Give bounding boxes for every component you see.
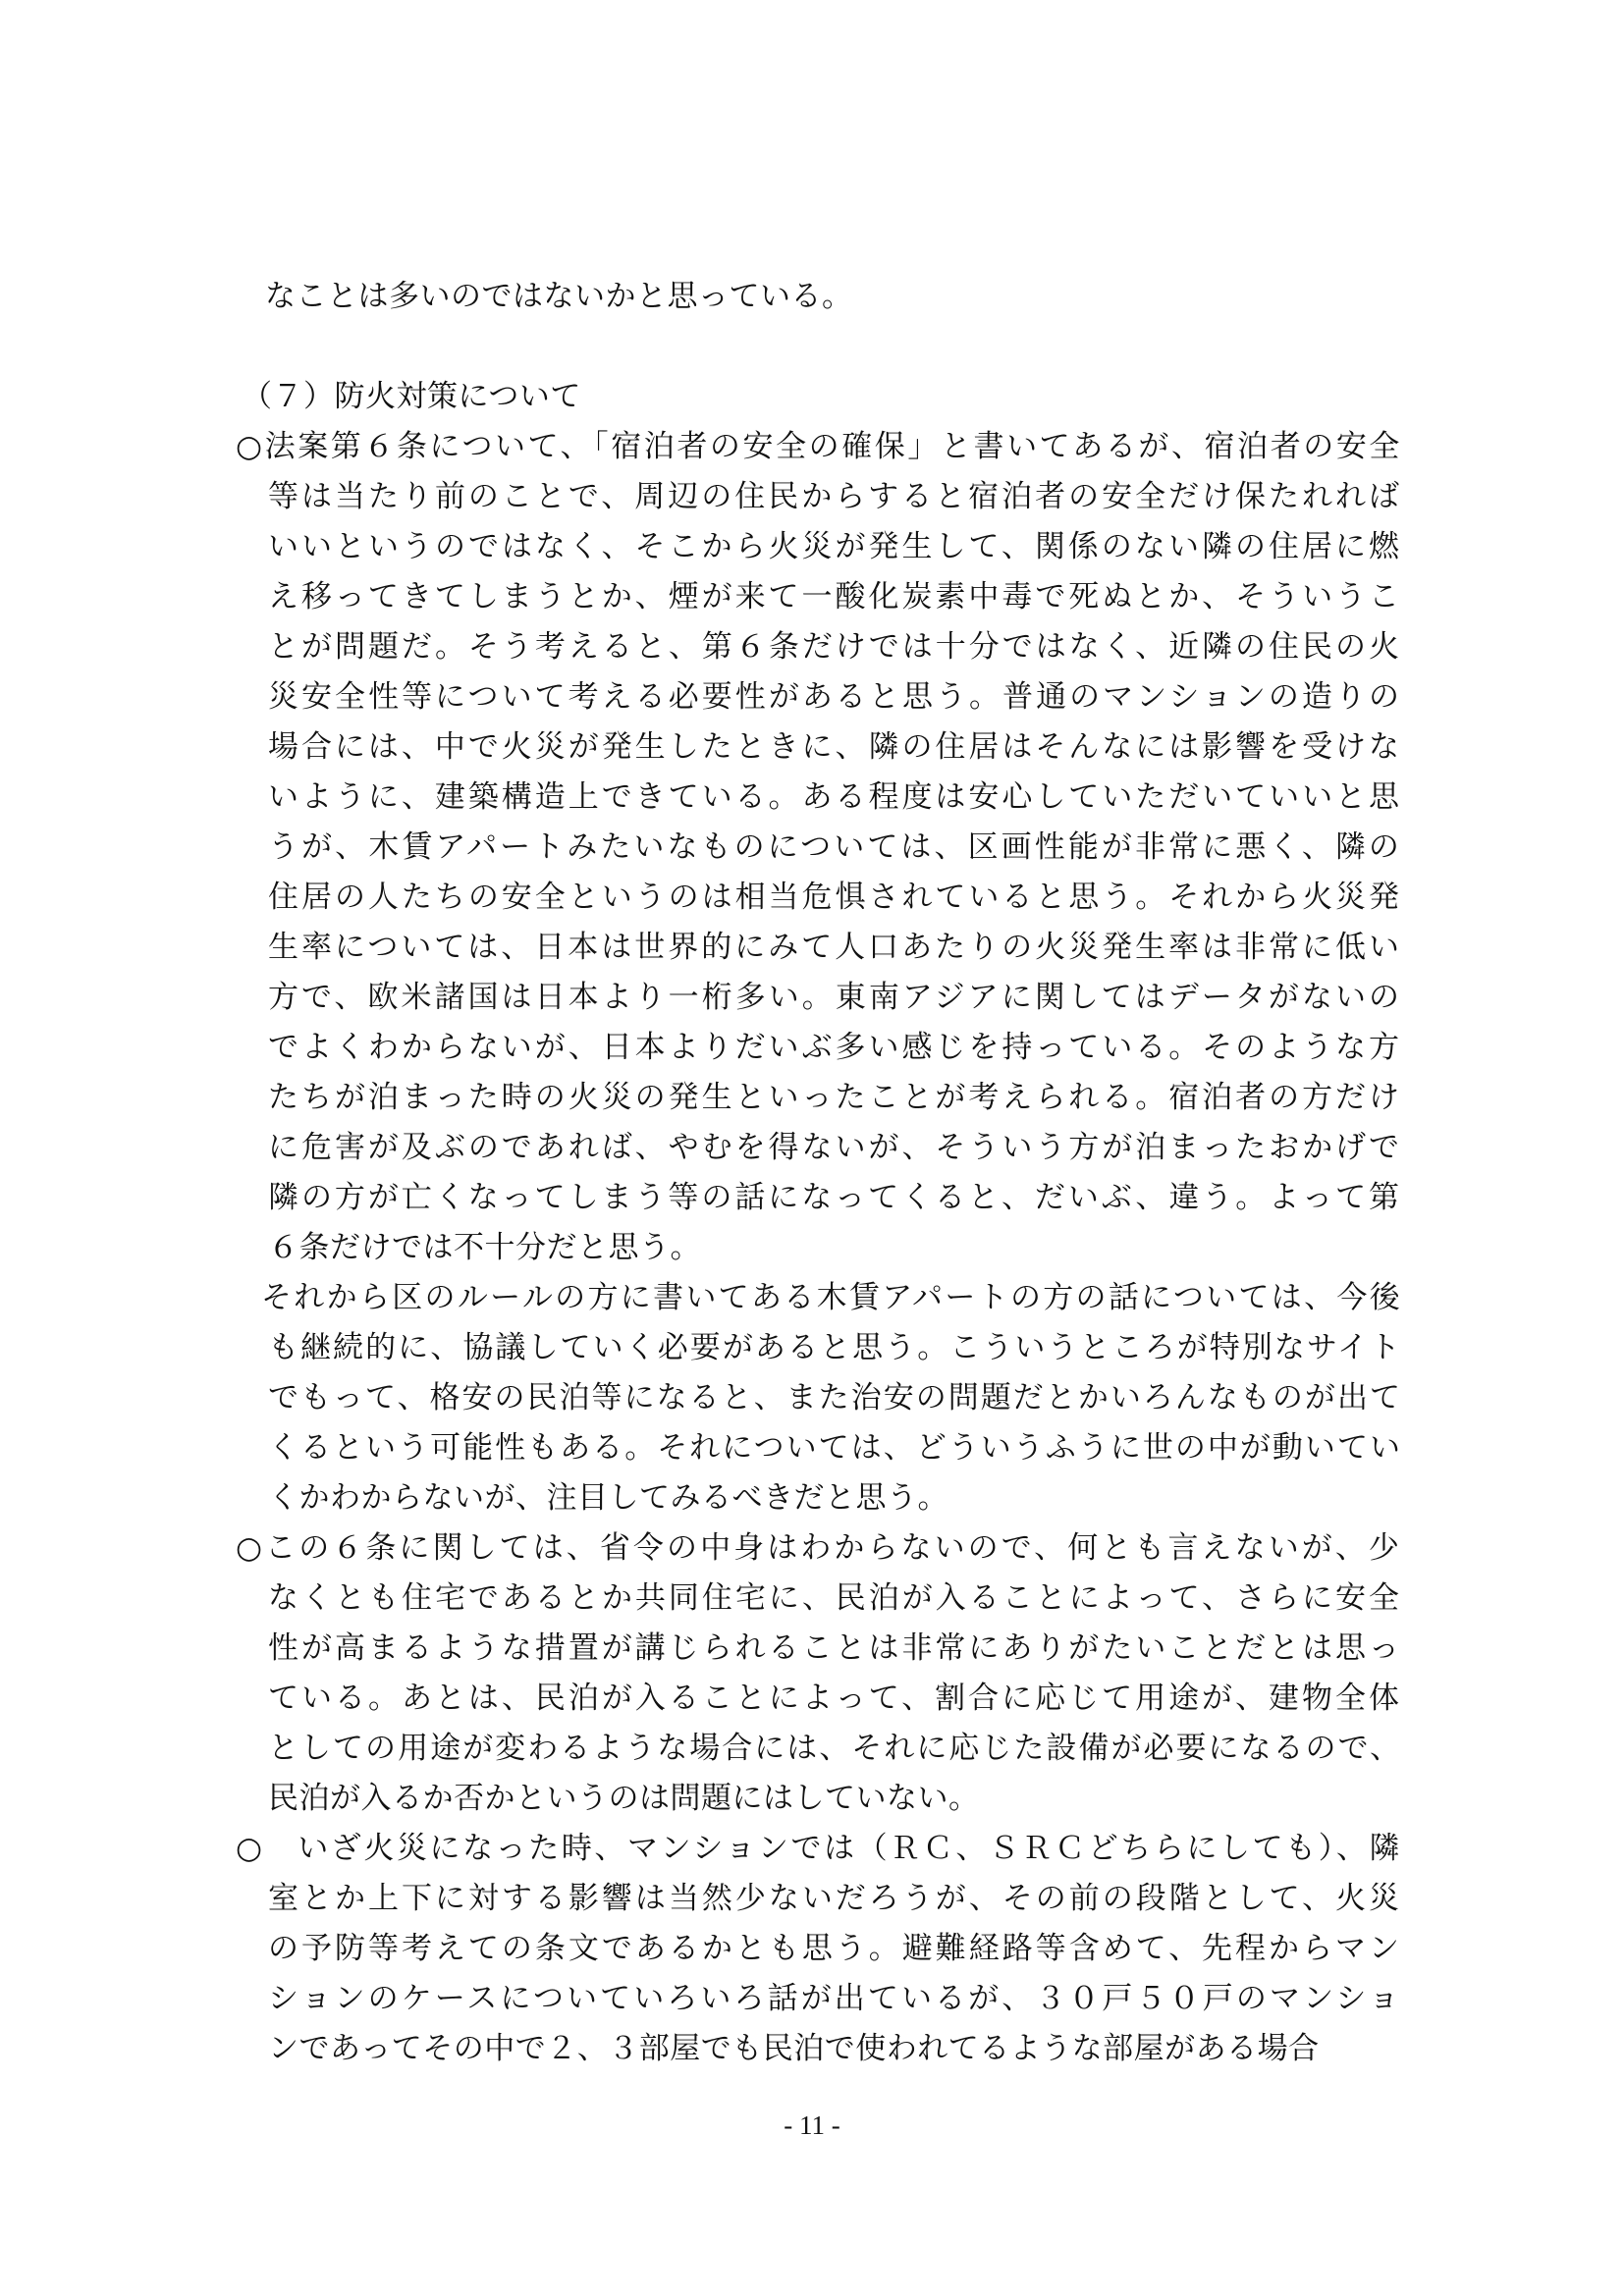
text-line: に危害が及ぶのであれば、やむを得ないが、そういう方が泊まったおかげで bbox=[268, 1130, 1402, 1165]
text-line: 民泊が入るか否かというのは問題にはしていない。 bbox=[268, 1781, 980, 1816]
text-line: 住居の人たちの安全というのは相当危惧されていると思う。それから火災発 bbox=[268, 880, 1402, 915]
text-line: 方で、欧米諸国は日本より一桁多い。東南アジアに関してはデータがないの bbox=[268, 980, 1402, 1015]
text-line: ○法案第６条について、「宿泊者の安全の確保」と書いてあるが、宿泊者の安全 bbox=[236, 429, 1402, 464]
text-line: なくとも住宅であるとか共同住宅に、民泊が入ることによって、さらに安全 bbox=[268, 1580, 1402, 1616]
text-line: ている。あとは、民泊が入ることによって、割合に応じて用途が、建物全体 bbox=[268, 1681, 1402, 1716]
text-line: たちが泊まった時の火災の発生といったことが考えられる。宿泊者の方だけ bbox=[268, 1080, 1402, 1115]
text-line: も継続的に、協議していく必要があると思う。こういうところが特別なサイト bbox=[268, 1330, 1402, 1365]
text-line: ○この６条に関しては、省令の中身はわからないので、何とも言えないが、少 bbox=[236, 1530, 1402, 1566]
text-line: としての用途が変わるような場合には、それに応じた設備が必要になるので、 bbox=[268, 1731, 1402, 1766]
text-line: いいというのではなく、そこから火災が発生して、関係のない隣の住居に燃 bbox=[268, 529, 1402, 564]
text-line: 室とか上下に対する影響は当然少ないだろうが、その前の段階として、火災 bbox=[268, 1881, 1402, 1916]
text-line: くかわからないが、注目してみるべきだと思う。 bbox=[268, 1480, 948, 1516]
text-line: とが問題だ。そう考えると、第６条だけでは十分ではなく、近隣の住民の火 bbox=[268, 629, 1402, 665]
text-line: でよくわからないが、日本よりだいぶ多い感じを持っている。そのような方 bbox=[268, 1030, 1402, 1065]
text-line: ６条だけでは不十分だと思う。 bbox=[268, 1230, 701, 1265]
text-line: ションのケースについていろいろ話が出ているが、３０戸５０戸のマンショ bbox=[268, 1981, 1402, 2016]
section-heading: （７）防火対策について bbox=[242, 379, 581, 414]
text-line: 性が高まるような措置が講じられることは非常にありがたいことだとは思っ bbox=[268, 1630, 1402, 1666]
text-line: 場合には、中で火災が発生したときに、隣の住居はそんなには影響を受けな bbox=[268, 729, 1402, 765]
text-line: ○ いざ火災になった時、マンションでは（ＲＣ、ＳＲＣどちらにしても）、隣 bbox=[236, 1831, 1402, 1866]
text-line: ンであってその中で２、３部屋でも民泊で使われてるような部屋がある場合 bbox=[268, 2031, 1320, 2066]
text-line: いように、建築構造上できている。ある程度は安心していただいていいと思 bbox=[268, 779, 1402, 815]
text-line: でもって、格安の民泊等になると、また治安の問題だとかいろんなものが出て bbox=[268, 1380, 1402, 1415]
text-line: 等は当たり前のことで、周辺の住民からすると宿泊者の安全だけ保たれれば bbox=[268, 479, 1402, 514]
text-line: それから区のルールの方に書いてある木賃アパートの方の話については、今後 bbox=[261, 1280, 1402, 1315]
text-line: 生率については、日本は世界的にみて人口あたりの火災発生率は非常に低い bbox=[268, 930, 1402, 965]
text-line: 隣の方が亡くなってしまう等の話になってくると、だいぶ、違う。よって第 bbox=[268, 1180, 1402, 1215]
text-line: なことは多いのではないかと思っている。 bbox=[265, 279, 853, 314]
text-line: うが、木賃アパートみたいなものについては、区画性能が非常に悪く、隣の bbox=[268, 829, 1402, 865]
page-number: - 11 - bbox=[784, 2110, 840, 2140]
text-line: の予防等考えての条文であるかとも思う。避難経路等含めて、先程からマン bbox=[268, 1931, 1402, 1966]
text-line: え移ってきてしまうとか、煙が来て一酸化炭素中毒で死ぬとか、そういうこ bbox=[268, 579, 1402, 614]
text-line: 災安全性等について考える必要性があると思う。普通のマンションの造りの bbox=[268, 679, 1402, 715]
text-line: くるという可能性もある。それについては、どういうふうに世の中が動いてい bbox=[268, 1430, 1402, 1466]
